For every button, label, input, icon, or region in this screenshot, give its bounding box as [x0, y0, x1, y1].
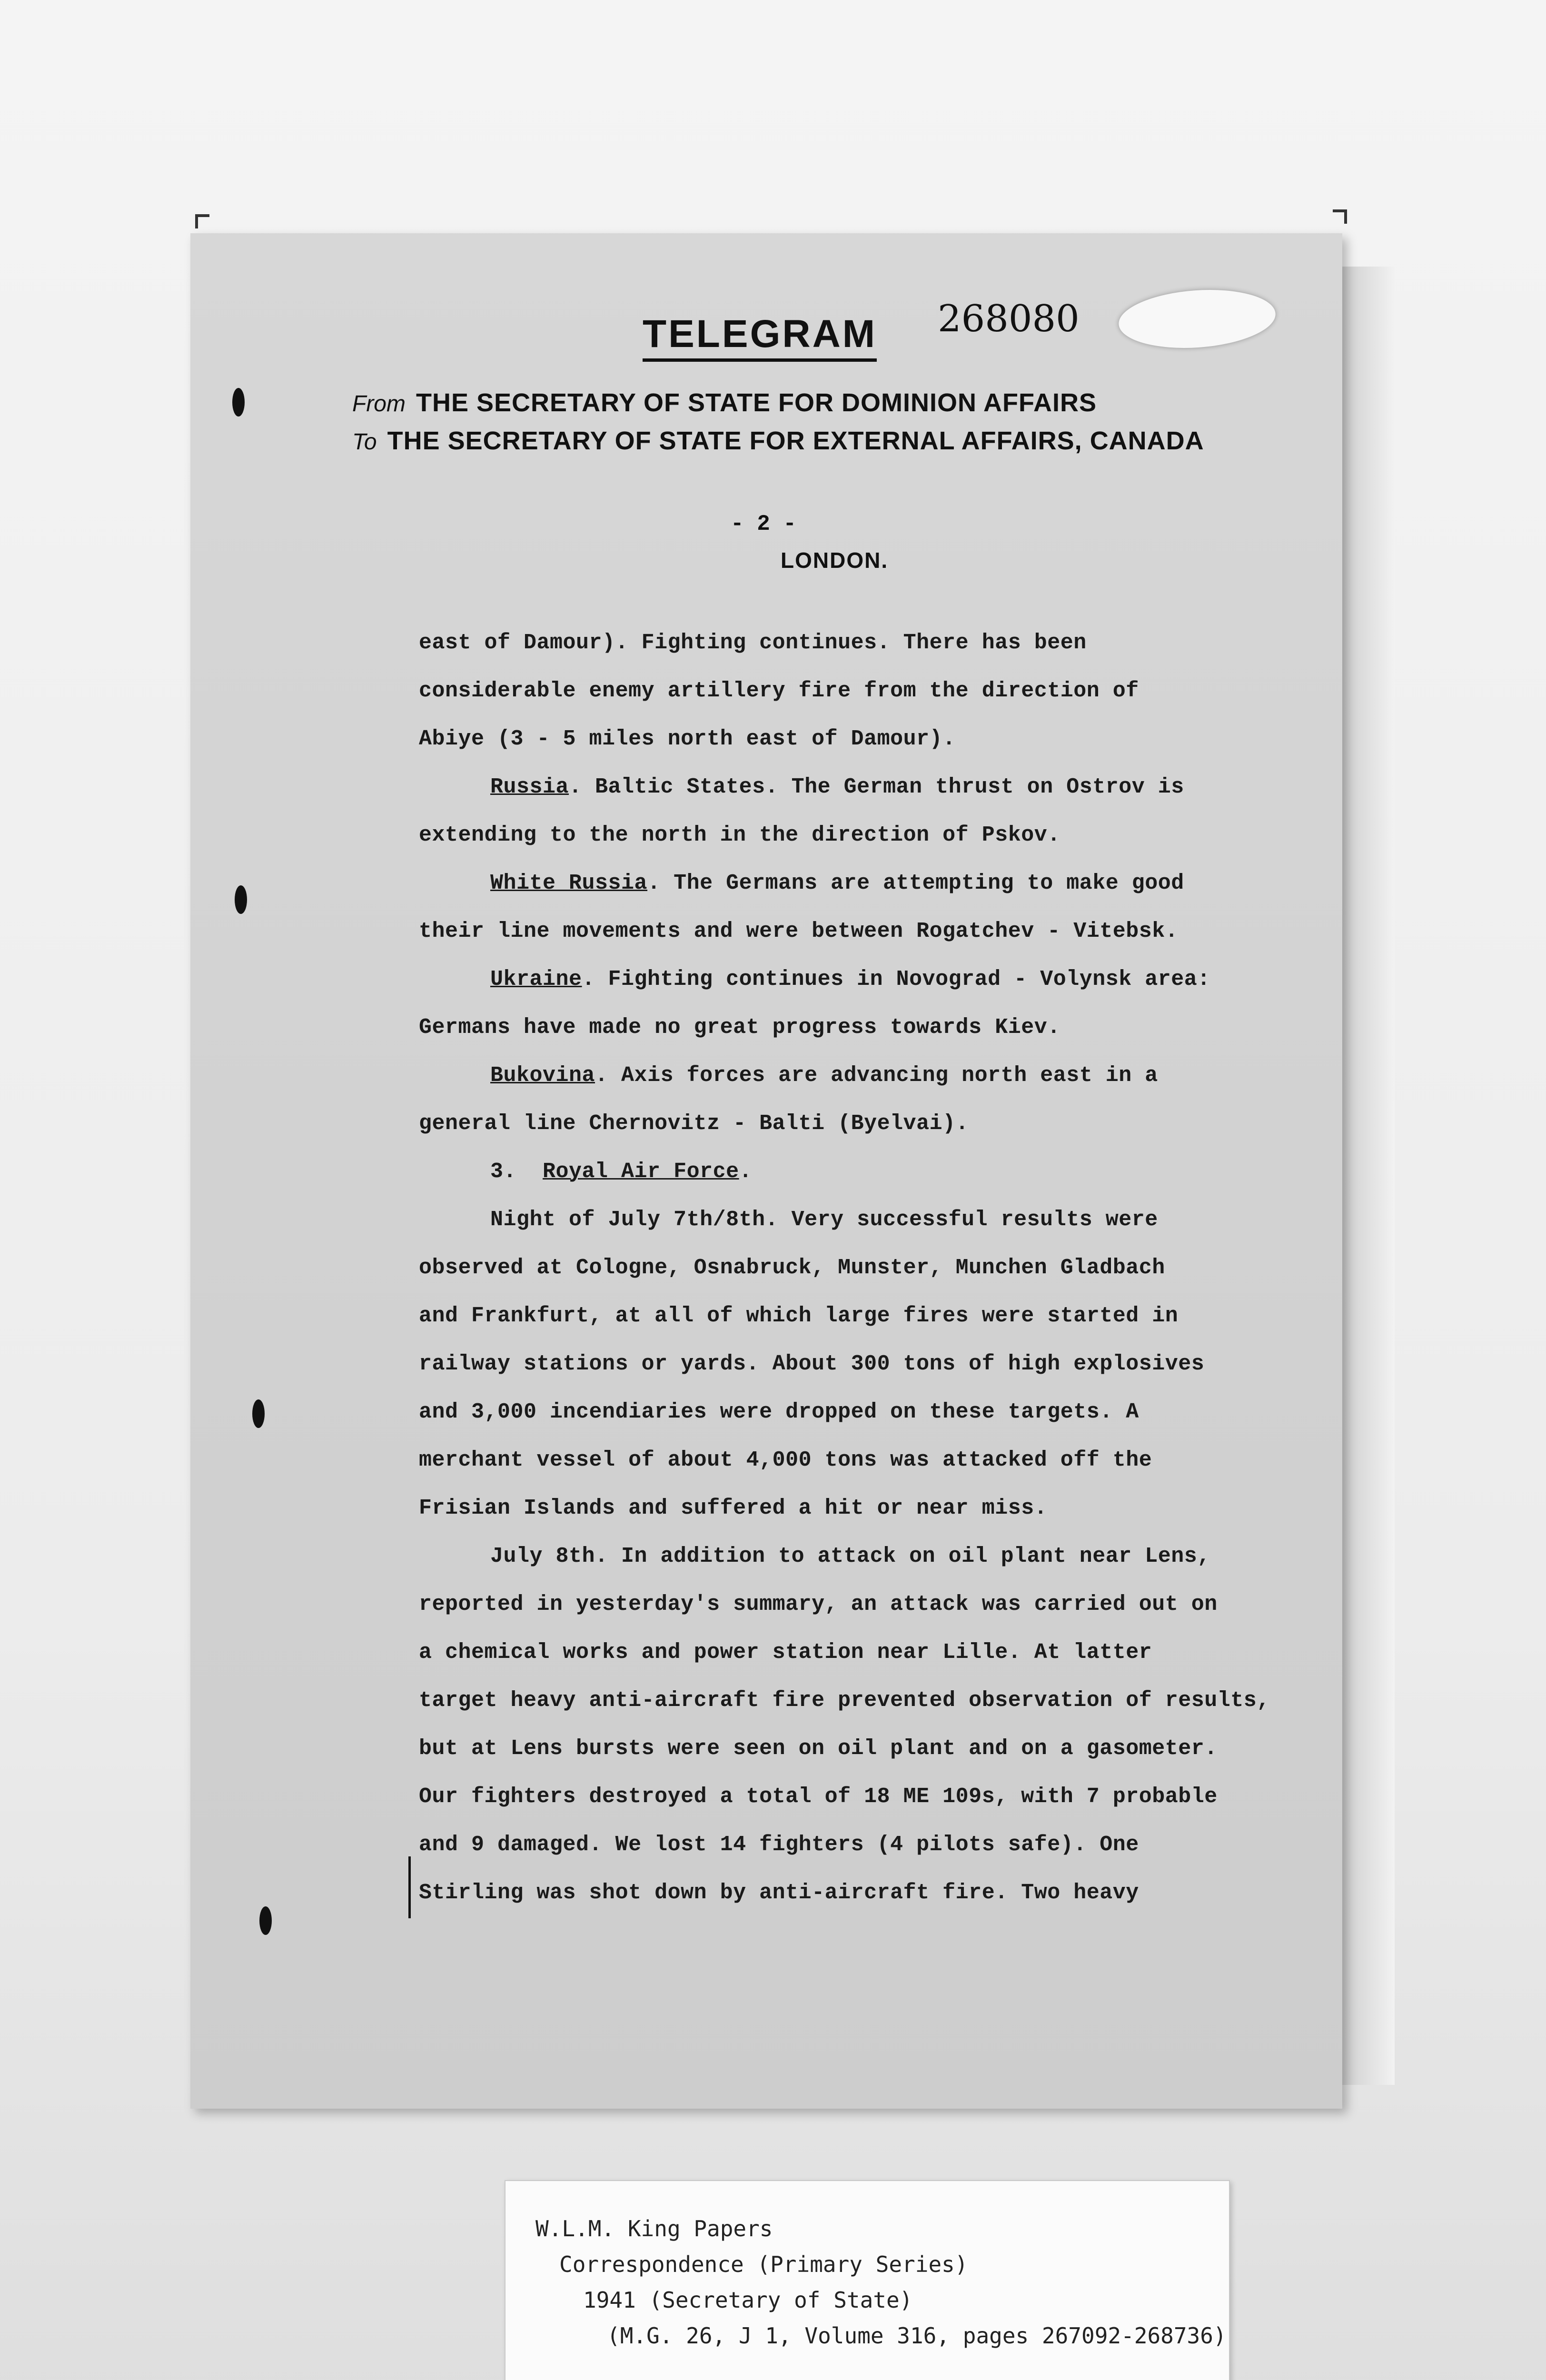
telegram-title: TELEGRAM — [643, 312, 877, 362]
body-line: but at Lens bursts were seen on oil plant and on a gasometer. — [419, 1736, 1218, 1761]
body-text: . Fighting continues in Novograd - Volynsk area: — [582, 967, 1210, 992]
archive-label-card — [505, 2180, 1230, 2380]
body-line: Our fighters destroyed a total of 18 ME 109s, with 7 probable — [419, 1785, 1218, 1809]
body-line: July 8th. In addition to attack on oil plant near Lens, — [490, 1544, 1210, 1568]
body-line: considerable enemy artillery fire from the direction of — [419, 679, 1139, 703]
body-line — [419, 1148, 1347, 1196]
heading-russia: Russia — [490, 775, 569, 799]
from-text: THE SECRETARY OF STATE FOR DOMINION AFFAIRS — [416, 388, 1097, 417]
section-number: 3. — [490, 1160, 543, 1184]
to-label: To — [352, 429, 377, 455]
body-line: east of Damour). Fighting continues. There has been — [419, 631, 1087, 655]
label-line: (M.G. 26, J 1, Volume 316, pages 267092-268736) — [607, 2323, 1227, 2349]
body-line — [419, 763, 1347, 811]
body-text: . — [739, 1160, 753, 1184]
punch-hole — [252, 1399, 265, 1428]
body-line: and 3,000 incendiaries were dropped on these targets. A — [419, 1400, 1139, 1424]
body-line: Frisian Islands and suffered a hit or near miss. — [419, 1496, 1048, 1520]
punch-hole — [259, 1906, 272, 1935]
to-line — [352, 426, 1204, 456]
heading-bukovina: Bukovina — [490, 1063, 595, 1088]
body-text: . Axis forces are advancing north east in a — [595, 1063, 1158, 1088]
place-london: LONDON. — [781, 548, 889, 573]
body-text: . The Germans are attempting to make good — [647, 871, 1184, 895]
body-line: Abiye (3 - 5 miles north east of Damour). — [419, 727, 956, 751]
heading-ukraine: Ukraine — [490, 967, 582, 992]
body-line: and Frankfurt, at all of which large fires were started in — [419, 1304, 1179, 1328]
body-line: and 9 damaged. We lost 14 fighters (4 pilots safe). One — [419, 1833, 1139, 1857]
body-line — [419, 955, 1347, 1003]
body-line: merchant vessel of about 4,000 tons was attacked off the — [419, 1448, 1152, 1472]
punch-hole — [235, 885, 247, 914]
body-line: their line movements and were between Rogatchev - Vitebsk. — [419, 919, 1179, 943]
body-line: general line Chernovitz - Balti (Byelvai). — [419, 1111, 969, 1136]
body-line: extending to the north in the direction of Pskov. — [419, 823, 1060, 847]
page-number: - 2 - — [731, 512, 797, 536]
body-line: observed at Cologne, Osnabruck, Munster, Munchen Gladbach — [419, 1256, 1165, 1280]
telegram-number: 268080 — [938, 298, 1080, 340]
heading-white-russia: White Russia — [490, 871, 648, 895]
from-label: From — [352, 391, 406, 416]
body-line: reported in yesterday's summary, an attack was carried out on — [419, 1592, 1218, 1616]
crop-mark-top-right — [1333, 209, 1347, 224]
body-line: Night of July 7th/8th. Very successful results were — [490, 1208, 1158, 1232]
label-line: W.L.M. King Papers — [535, 2216, 773, 2241]
body-line — [419, 1051, 1347, 1100]
to-text: THE SECRETARY OF STATE FOR EXTERNAL AFFAIRS, CANADA — [387, 426, 1204, 455]
body-line: Germans have made no great progress towards Kiev. — [419, 1015, 1060, 1040]
body-line: Stirling was shot down by anti-aircraft fire. Two heavy — [419, 1881, 1139, 1905]
from-line — [352, 388, 1097, 417]
punch-hole — [232, 388, 245, 416]
body-line — [419, 859, 1347, 907]
label-line: Correspondence (Primary Series) — [559, 2251, 968, 2277]
body-line: railway stations or yards. About 300 tons of high explosives — [419, 1352, 1205, 1376]
telegram-body — [419, 619, 1347, 1917]
body-line: target heavy anti-aircraft fire prevented observation of results, — [419, 1688, 1270, 1713]
crop-mark-top-left — [195, 214, 209, 228]
label-line: 1941 (Secretary of State) — [583, 2287, 913, 2313]
margin-mark — [408, 1856, 411, 1918]
heading-royal-air-force: Royal Air Force — [543, 1160, 739, 1184]
body-line: a chemical works and power station near Lille. At latter — [419, 1640, 1152, 1665]
sheet-edge — [1342, 267, 1395, 2085]
body-text: . Baltic States. The German thrust on Ostrov is — [569, 775, 1184, 799]
